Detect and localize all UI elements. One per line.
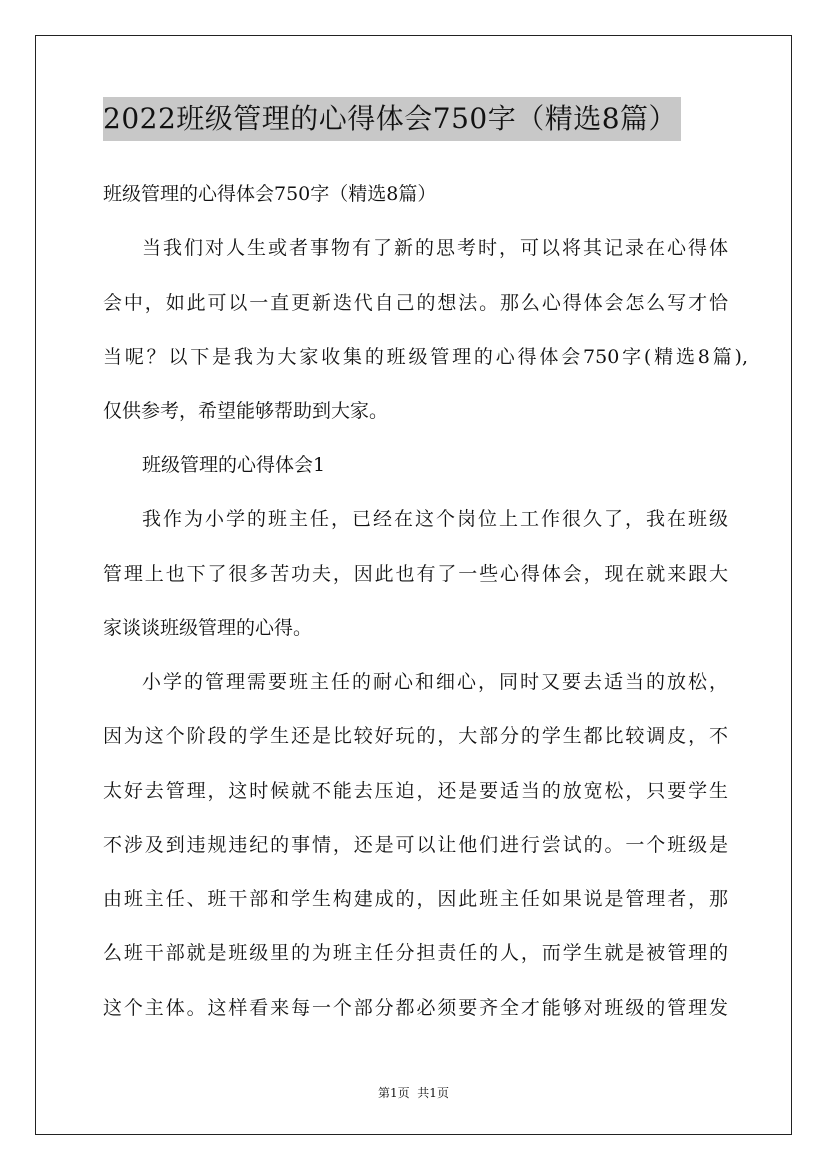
paragraph-line: 么班干部就是班级里的为班主任分担责任的人，而学生就是被管理的	[103, 942, 728, 964]
document-subtitle: 班级管理的心得体会750字（精选8篇）	[103, 183, 437, 205]
intro-line: 当呢？以下是我为大家收集的班级管理的心得体会750字(精选8篇),	[103, 346, 748, 368]
paragraph-line: 小学的管理需要班主任的耐心和细心，同时又要去适当的放松，	[142, 671, 728, 693]
section-heading: 班级管理的心得体会1	[142, 454, 326, 476]
paragraph-line: 因为这个阶段的学生还是比较好玩的，大部分的学生都比较调皮，不	[103, 725, 728, 747]
intro-line: 仅供参考，希望能够帮助到大家。	[103, 400, 389, 422]
paragraph-line: 由班主任、班干部和学生构建成的，因此班主任如果说是管理者，那	[103, 888, 728, 910]
page-footer: 第1页 共1页	[378, 1086, 449, 1100]
title-highlight	[103, 97, 681, 141]
intro-line: 当我们对人生或者事物有了新的思考时，可以将其记录在心得体	[142, 237, 728, 259]
paragraph-line: 不涉及到违规违纪的事情，还是可以让他们进行尝试的。一个班级是	[103, 834, 728, 856]
paragraph-line: 这个主体。这样看来每一个部分都必须要齐全才能够对班级的管理发	[103, 997, 728, 1019]
paragraph-line: 家谈谈班级管理的心得。	[103, 617, 313, 639]
paragraph-line: 太好去管理，这时候就不能去压迫，还是要适当的放宽松，只要学生	[103, 780, 728, 802]
document-title: 2022班级管理的心得体会750字（精选8篇）	[103, 102, 678, 135]
paragraph-line: 我作为小学的班主任，已经在这个岗位上工作很久了，我在班级	[142, 508, 728, 530]
intro-line: 会中，如此可以一直更新迭代自己的想法。那么心得体会怎么写才恰	[103, 292, 728, 314]
paragraph-line: 管理上也下了很多苦功夫，因此也有了一些心得体会，现在就来跟大	[103, 563, 728, 585]
